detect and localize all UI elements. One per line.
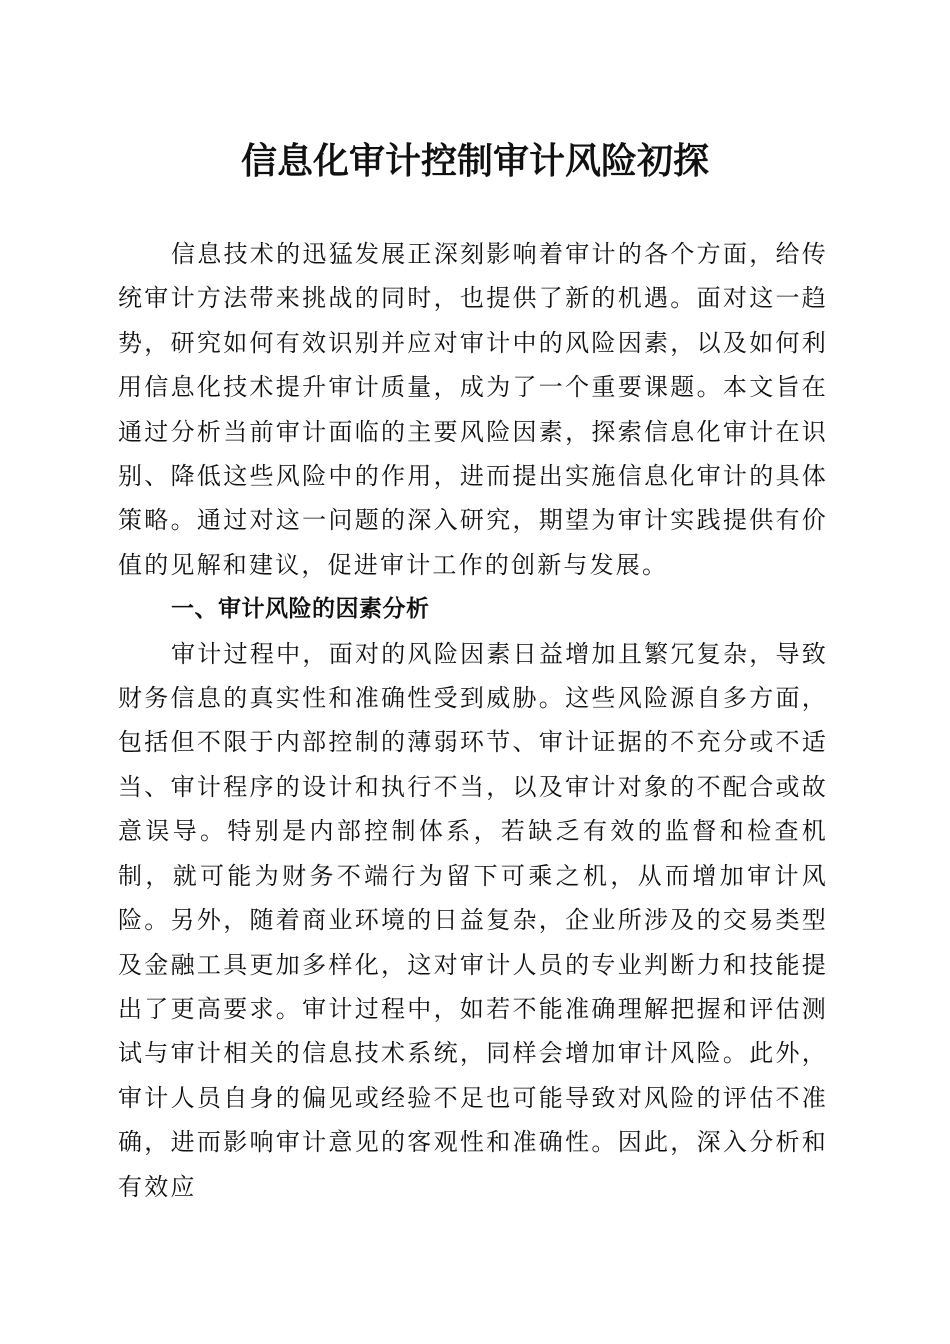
document-body (118, 232, 828, 1209)
section-heading: 一、审计风险的因素分析 (171, 596, 430, 623)
intro-paragraph: 信息技术的迅猛发展正深刻影响着审计的各个方面，给传统审计方法带来挑战的同时，也提供了新的机遇。面对这一趋势，研究如何有效识别并应对审计中的风险因素，以及如何利用信息化技术提升审计质量，成为了一个重要课题。本文旨在通过分析当前审计面临的主要风险因素，探索信息化审计在识别、降低这些风险中的作用，进而提出实施信息化审计的具体策略。通过对这一问题的深入研究，期望为审计实践提供有价值的见解和建议，促进审计工作的创新与发展。 (118, 240, 828, 579)
document-title: 信息化审计控制审计风险初探 (240, 140, 709, 182)
section-paragraph: 审计过程中，面对的风险因素日益增加且繁冗复杂，导致财务信息的真实性和准确性受到威胁。这些风险源自多方面，包括但不限于内部控制的薄弱环节、审计证据的不充分或不适当、审计程序的设计和执行不当，以及审计对象的不配合或故意误导。特别是内部控制体系，若缺乏有效的监督和检查机制，就可能为财务不端行为留下可乘之机，从而增加审计风险。另外，随着商业环境的日益复杂，企业所涉及的交易类型及金融工具更加多样化，这对审计人员的专业判断力和技能提出了更高要求。审计过程中，如若不能准确理解把握和评估测试与审计相关的信息技术系统，同样会增加审计风险。此外，审计人员自身的偏见或经验不足也可能导致对风险的评估不准确，进而影响审计意见的客观性和准确性。因此，深入分析和有效应 (118, 639, 828, 1201)
